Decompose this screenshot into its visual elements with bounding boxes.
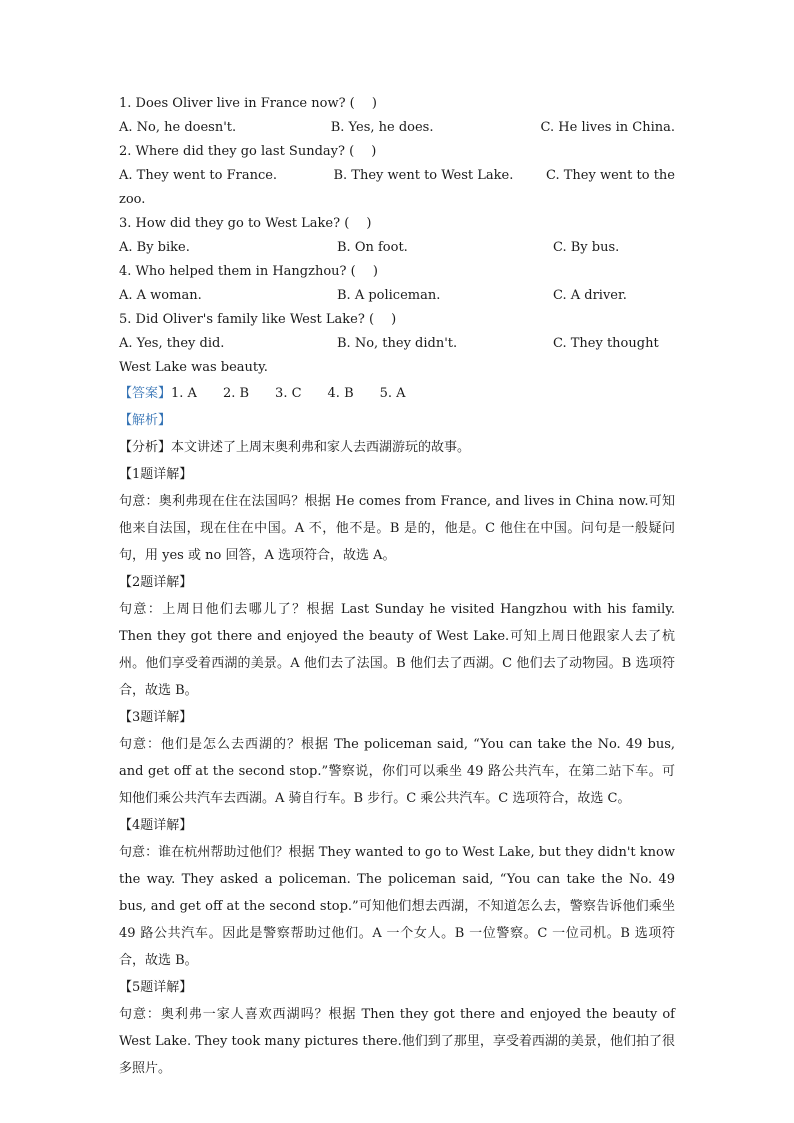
detail-3-text: 句意：他们是怎么去西湖的？根据 The policeman said, “You can take the No. 49 bus, and get off at the second stop.”警察说，你们可以乘坐 49 路公共汽车，在第二站下车。可知他们乘公共汽车去西湖。A 骑自行车。B 步行。C 乘公共汽车。C 选项符合，故选 C。 xyxy=(119,737,675,806)
question-5: 5. Did Oliver's family like West Lake? ( ) xyxy=(119,312,397,327)
question-2: 2. Where did they go last Sunday? ( ) xyxy=(119,144,377,159)
option-2c: C. They went to the xyxy=(546,168,675,183)
question-1: 1. Does Oliver live in France now? ( ) xyxy=(119,96,377,111)
detail-2-heading: 【2题详解】 xyxy=(119,575,193,590)
option-1c: C. He lives in China. xyxy=(540,120,675,135)
option-4a: A. A woman. xyxy=(119,288,202,303)
option-4b: B. A policeman. xyxy=(337,288,441,303)
option-5c-continued: West Lake was beauty. xyxy=(119,360,268,375)
option-4c: C. A driver. xyxy=(553,288,627,303)
document-content xyxy=(119,92,675,1082)
detail-3-heading: 【3题详解】 xyxy=(119,710,193,725)
option-3c: C. By bus. xyxy=(553,240,620,255)
option-2b: B. They went to West Lake. xyxy=(333,168,514,183)
answer-2: 2. B xyxy=(222,386,250,401)
options-1 xyxy=(119,116,675,140)
answer-label: 【答案】 xyxy=(119,386,172,401)
answer-5: 5. A xyxy=(379,386,406,401)
detail-4-heading: 【4题详解】 xyxy=(119,818,193,833)
options-5 xyxy=(119,332,675,356)
detail-2-text: 句意：上周日他们去哪儿了？根据 Last Sunday he visited Hangzhou with his family. Then they got there and enjoyed the beauty of West Lake.可知上周日他跟家人去了杭州。他们享受着西湖的美景。A 他们去了法国。B 他们去了西湖。C 他们去了动物园。B 选项符合，故选 B。 xyxy=(119,602,675,698)
detail-1-heading: 【1题详解】 xyxy=(119,467,193,482)
analysis-intro: 【分析】本文讲述了上周末奥利弗和家人去西湖游玩的故事。 xyxy=(119,440,471,455)
analysis-label: 【解析】 xyxy=(119,413,172,428)
answer-1: 1. A xyxy=(171,386,197,401)
options-4 xyxy=(119,284,675,308)
detail-5-heading: 【5题详解】 xyxy=(119,980,193,995)
detail-5-text: 句意：奥利弗一家人喜欢西湖吗？根据 Then they got there and enjoyed the beauty of West Lake. They took many pictures there.他们到了那里，享受着西湖的美景，他们拍了很多照片。 xyxy=(119,1007,675,1076)
answer-3: 3. C xyxy=(275,386,302,401)
option-5c: C. They thought xyxy=(553,336,659,351)
detail-1-text: 句意：奥利弗现在住在法国吗？根据 He comes from France, and lives in China now.可知他来自法国，现在住在中国。A 不，他不是。B 是的，他是。C 他住在中国。问句是一般疑问句，用 yes 或 no 回答，A 选项符合，故选 A。 xyxy=(119,494,675,563)
option-2c-continued: zoo. xyxy=(119,192,146,207)
option-5a: A. Yes, they did. xyxy=(119,336,225,351)
detail-4-text: 句意：谁在杭州帮助过他们？根据 They wanted to go to West Lake, but they didn't know the way. They asked a policeman. The policeman said, “You can take the No. 49 bus, and get off at the second stop.”可知他们想去西湖，不知道怎么去，警察告诉他们乘坐 49 路公共汽车。因此是警察帮助过他们。A 一个女人。B 一位警察。C 一位司机。B 选项符合，故选 B。 xyxy=(119,845,675,968)
answer-4: 4. B xyxy=(327,386,354,401)
question-4: 4. Who helped them in Hangzhou? ( ) xyxy=(119,264,378,279)
option-3a: A. By bike. xyxy=(119,240,190,255)
option-3b: B. On foot. xyxy=(337,240,408,255)
option-2a: A. They went to France. xyxy=(119,168,278,183)
question-3: 3. How did they go to West Lake? ( ) xyxy=(119,216,372,231)
options-2 xyxy=(119,164,675,188)
answer-key xyxy=(119,380,675,407)
option-5b: B. No, they didn't. xyxy=(337,336,458,351)
option-1a: A. No, he doesn't. xyxy=(119,120,237,135)
option-1b: B. Yes, he does. xyxy=(330,120,434,135)
options-3 xyxy=(119,236,675,260)
